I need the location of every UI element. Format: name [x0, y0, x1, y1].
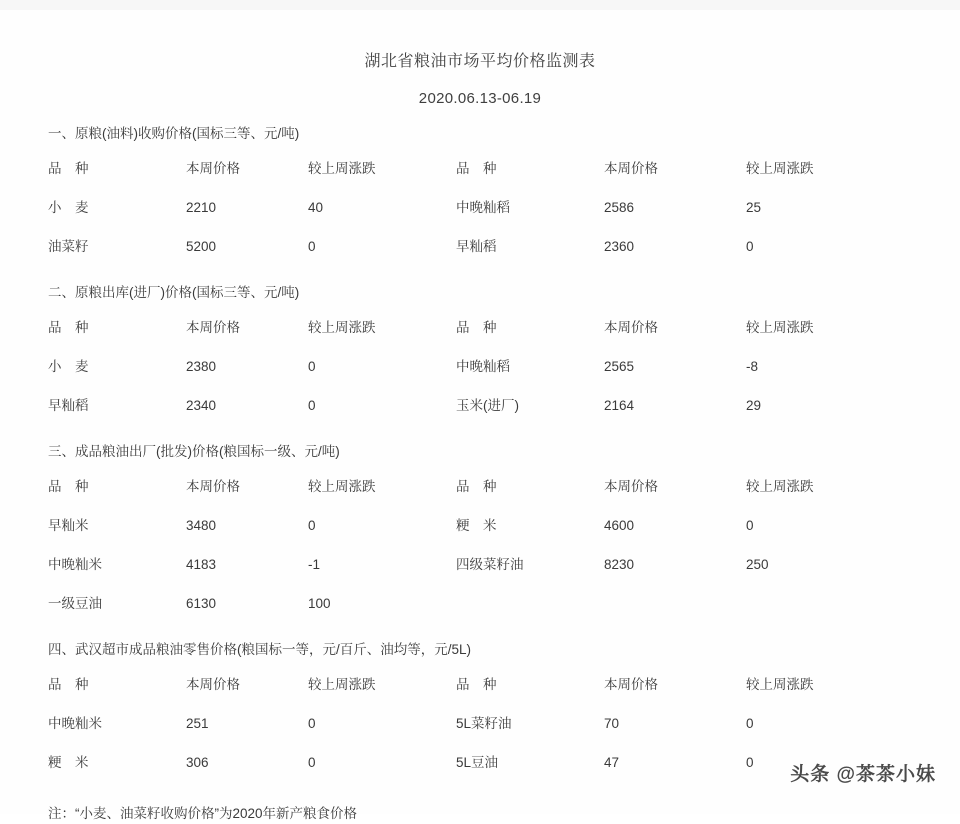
cell-variety-right	[456, 584, 604, 623]
table-row	[48, 188, 924, 227]
cell-variety-right: 中晚籼稻	[456, 359, 510, 374]
table-row	[48, 347, 924, 386]
cell-price-left: 2340	[186, 398, 217, 413]
cell-price-right: 4600	[604, 518, 635, 533]
cell-change-right: 0	[746, 716, 754, 731]
table-row	[48, 584, 924, 623]
footnote: 注：“小麦、油菜籽收购价格”为2020年新产粮食价格	[48, 806, 358, 821]
cell-change-left: -1	[308, 557, 321, 572]
cell-price-right: 8230	[604, 557, 635, 572]
table-header-row	[48, 149, 924, 188]
col-change-right: 较上周涨跌	[746, 479, 814, 494]
col-change-right: 较上周涨跌	[746, 677, 814, 692]
cell-price-left: 251	[186, 716, 209, 731]
cell-variety-left: 中晚籼米	[48, 716, 102, 731]
cell-price-left: 3480	[186, 518, 217, 533]
cell-price-right: 2565	[604, 359, 635, 374]
col-change-right: 较上周涨跌	[746, 320, 814, 335]
cell-price-right	[604, 584, 746, 623]
cell-price-left: 6130	[186, 596, 217, 611]
section-2-heading: 二、原粮出库(进厂)价格(国标三等、元/吨)	[48, 285, 300, 300]
table-row	[48, 704, 924, 743]
col-price-left: 本周价格	[186, 161, 240, 176]
cell-change-left: 0	[308, 755, 316, 770]
section-3-table	[48, 467, 924, 623]
col-price-left: 本周价格	[186, 677, 240, 692]
cell-variety-left: 油菜籽	[48, 239, 89, 254]
cell-change-right: -8	[746, 359, 759, 374]
table-row	[48, 506, 924, 545]
cell-price-right: 47	[604, 755, 620, 770]
cell-variety-left: 早籼米	[48, 518, 89, 533]
col-price-left: 本周价格	[186, 479, 240, 494]
cell-variety-left: 一级豆油	[48, 596, 102, 611]
col-change-left: 较上周涨跌	[308, 677, 376, 692]
cell-change-left: 0	[308, 359, 316, 374]
cell-price-right: 2164	[604, 398, 635, 413]
cell-change-right: 25	[746, 200, 762, 215]
section-1	[0, 123, 960, 266]
col-variety-left: 品 种	[48, 320, 89, 335]
cell-price-right: 2586	[604, 200, 635, 215]
watermark	[790, 759, 936, 786]
table-header-row	[48, 665, 924, 704]
section-1-heading: 一、原粮(油料)收购价格(国标三等、元/吨)	[48, 126, 300, 141]
col-variety-left: 品 种	[48, 161, 89, 176]
cell-price-left: 2210	[186, 200, 217, 215]
table-row	[48, 386, 924, 425]
cell-variety-right: 5L豆油	[456, 755, 499, 770]
cell-change-right: 0	[746, 518, 754, 533]
cell-price-right: 70	[604, 716, 620, 731]
col-price-right: 本周价格	[604, 479, 658, 494]
cell-price-left: 306	[186, 755, 209, 770]
cell-variety-right: 四级菜籽油	[456, 557, 524, 572]
watermark-text: 头条 @茶茶小妹	[790, 764, 936, 785]
document-body	[0, 10, 960, 821]
cell-change-right: 0	[746, 755, 754, 770]
cell-variety-left: 粳 米	[48, 755, 89, 770]
cell-variety-right: 中晚籼稻	[456, 200, 510, 215]
col-variety-right: 品 种	[456, 479, 497, 494]
table-header-row	[48, 467, 924, 506]
col-variety-right: 品 种	[456, 320, 497, 335]
col-change-left: 较上周涨跌	[308, 479, 376, 494]
cell-change-right: 29	[746, 398, 762, 413]
cell-change-left: 0	[308, 716, 316, 731]
cell-change-left: 100	[308, 596, 331, 611]
page-title: 湖北省粮油市场平均价格监测表	[364, 53, 596, 70]
cell-price-left: 2380	[186, 359, 217, 374]
cell-variety-left: 小 麦	[48, 200, 89, 215]
cell-variety-left: 小 麦	[48, 359, 89, 374]
section-2-table	[48, 308, 924, 425]
col-price-right: 本周价格	[604, 161, 658, 176]
section-3-heading: 三、成品粮油出厂(批发)价格(粮国标一级、元/吨)	[48, 444, 340, 459]
section-1-table	[48, 149, 924, 266]
cell-variety-right: 5L菜籽油	[456, 716, 512, 731]
table-row	[48, 227, 924, 266]
col-price-right: 本周价格	[604, 320, 658, 335]
col-change-right: 较上周涨跌	[746, 161, 814, 176]
col-variety-right: 品 种	[456, 677, 497, 692]
cell-variety-right: 玉米(进厂)	[456, 398, 519, 413]
cell-change-left: 40	[308, 200, 324, 215]
cell-variety-right: 早籼稻	[456, 239, 497, 254]
page-subtitle: 2020.06.13-06.19	[418, 90, 542, 107]
col-variety-left: 品 种	[48, 479, 89, 494]
table-row	[48, 545, 924, 584]
cell-price-left: 4183	[186, 557, 217, 572]
cell-variety-left: 早籼稻	[48, 398, 89, 413]
col-price-left: 本周价格	[186, 320, 240, 335]
cell-change-left: 0	[308, 239, 316, 254]
cell-change-left: 0	[308, 518, 316, 533]
col-price-right: 本周价格	[604, 677, 658, 692]
cell-change-right: 0	[746, 239, 754, 254]
cell-change-left: 0	[308, 398, 316, 413]
col-change-left: 较上周涨跌	[308, 161, 376, 176]
col-variety-right: 品 种	[456, 161, 497, 176]
cell-change-right: 250	[746, 557, 769, 572]
col-change-left: 较上周涨跌	[308, 320, 376, 335]
cell-price-left: 5200	[186, 239, 217, 254]
table-header-row	[48, 308, 924, 347]
cell-change-right	[746, 584, 924, 623]
cell-variety-left: 中晚籼米	[48, 557, 102, 572]
col-variety-left: 品 种	[48, 677, 89, 692]
section-4-heading: 四、武汉超市成品粮油零售价格(粮国标一等，元/百斤、油均等，元/5L)	[48, 642, 472, 657]
cell-price-right: 2360	[604, 239, 635, 254]
cell-variety-right: 粳 米	[456, 518, 497, 533]
section-2	[0, 282, 960, 425]
section-3	[0, 441, 960, 623]
